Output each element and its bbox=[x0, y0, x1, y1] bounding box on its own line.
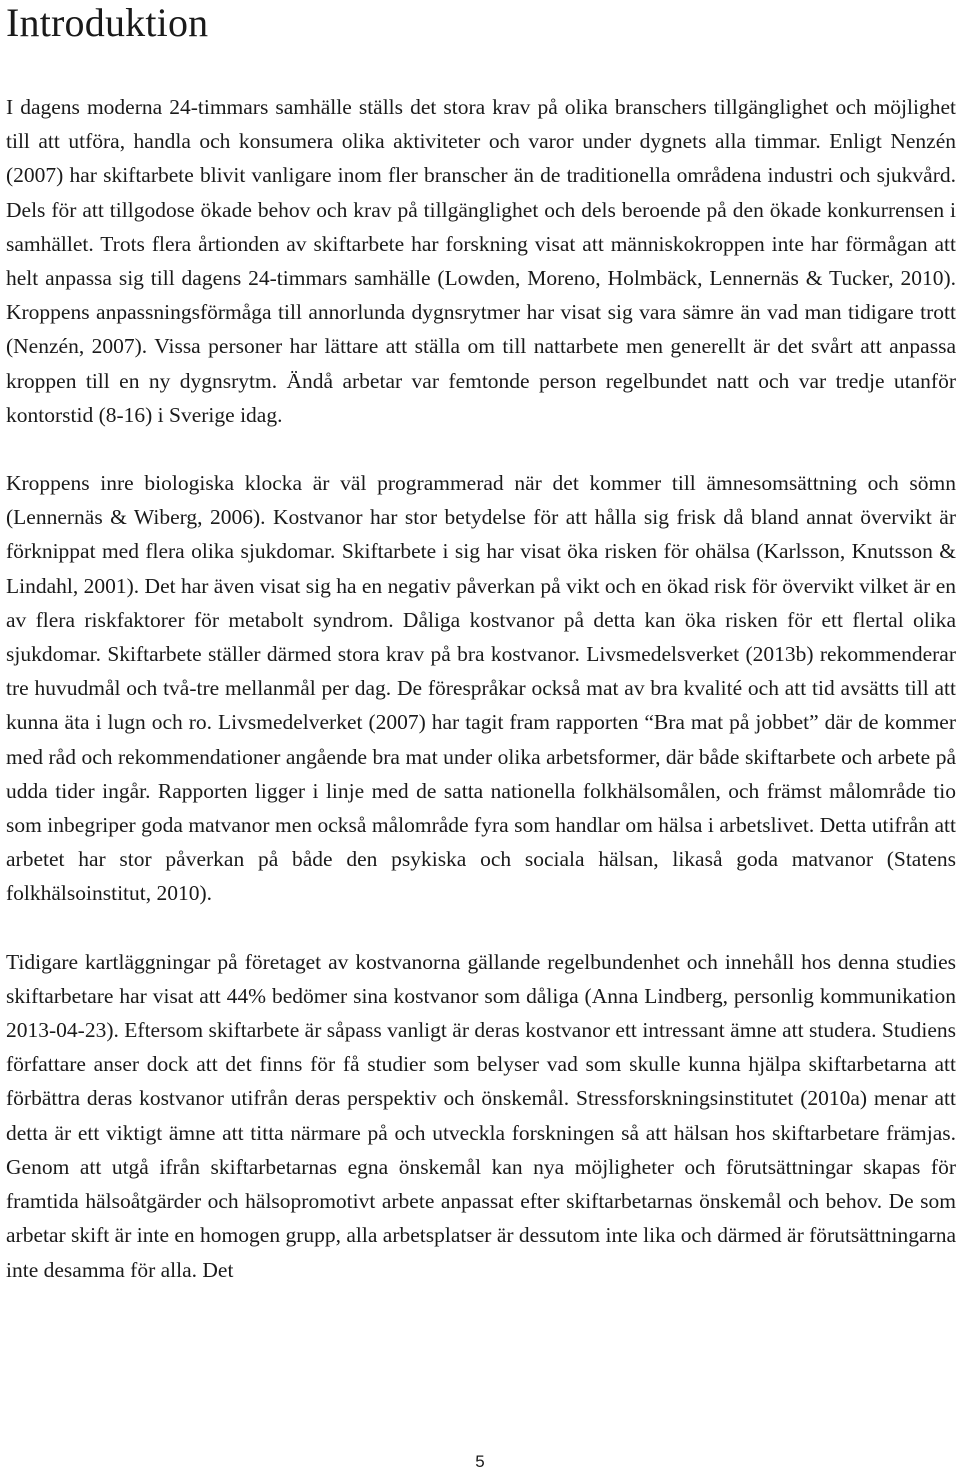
document-page bbox=[6, 0, 956, 1287]
section-heading: Introduktion bbox=[6, 0, 209, 45]
paragraph-2: Kroppens inre biologiska klocka är väl programmerad när det kommer till ämnesomsättning och sömn (Lennernäs & Wiberg, 2006). Kostvanor har stor betydelse för att hålla sig frisk då bland annat övervikt är förknippat med flera olika sjukdomar. Skiftarbete i sig har visat öka risken för ohälsa (Karlsson, Knutsson & Lindahl, 2001). Det har även visat sig ha en negativ påverkan på vikt och en ökad risk för övervikt vilket är en av flera riskfaktorer för metabolt syndrom. Dåliga kostvanor på detta kan öka risken för ett flertal olika sjukdomar. Skiftarbete ställer därmed stora krav på bra kostvanor. Livsmedelsverket (2013b) rekommenderar tre huvudmål och två-tre mellanmål per dag. De förespråkar också mat av bra kvalité och att tid avsätts till att kunna äta i lugn och ro. Livsmedelverket (2007) har tagit fram rapporten “Bra mat på jobbet” där de kommer med råd och rekommendationer angående bra mat under olika arbetsformer, där både skiftarbete och arbete på udda tider ingår. Rapporten ligger i linje med de satta nationella folkhälsomålen, och främst målområde tio som inbegriper goda matvanor men också målområde fyra som handlar om hälsa i arbetslivet. Detta utifrån att arbetet har stor påverkan på både den psykiska och sociala hälsan, likaså goda matvanor (Statens folkhälsoinstitut, 2010). bbox=[6, 471, 956, 906]
paragraph-3: Tidigare kartläggningar på företaget av kostvanorna gällande regelbundenhet och innehåll hos denna studies skiftarbetare har visat att 44% bedömer sina kostvanor som dåliga (Anna Lindberg, personlig kommunikation 2013-04-23). Eftersom skiftarbete är såpass vanligt är deras kostvanor ett intressant ämne att studera. Studiens författare anser dock att det finns för få studier som belyser vad som skulle kunna hjälpa skiftarbetarna att förbättra deras kostvanor utifrån deras perspektiv och önskemål. Stressforskningsinstitutet (2010a) menar att detta är ett viktigt ämne att titta närmare på och utveckla forskningen så att hälsan hos skiftarbetare främjas. Genom att utgå ifrån skiftarbetarnas egna önskemål kan nya möjligheter och förutsättningar skapas för framtida hälsoåtgärder och hälsopromotivt arbete anpassat efter skiftarbetarnas önskemål och behov. De som arbetar skift är inte en homogen grupp, alla arbetsplatser är dessutom inte lika och därmed är förutsättningarna inte desamma för alla. Det bbox=[6, 949, 956, 1282]
paragraph-1: I dagens moderna 24-timmars samhälle ställs det stora krav på olika branschers tillgänglighet och möjlighet till att utföra, handla och konsumera olika aktiviteter och varor under dygnets alla timmar. Enligt Nenzén (2007) har skiftarbete blivit vanligare inom fler branscher än de traditionella områdena industri och sjukvård. Dels för att tillgodose ökade behov och krav på tillgänglighet och dels beroende på den ökade konkurrensen i samhället. Trots flera årtionden av skiftarbete har forskning visat att människokroppen inte har förmågan att helt anpassa sig till dagens 24-timmars samhälle (Lowden, Moreno, Holmbäck, Lennernäs & Tucker, 2010). Kroppens anpassningsförmåga till annorlunda dygnsrytmer har visat sig vara sämre än vad man tidigare trott (Nenzén, 2007). Vissa personer har lättare att ställa om till nattarbete men generellt är det svårt att anpassa kroppen till en ny dygnsrytm. Ändå arbetar var femtonde person regelbundet natt och var tredje utanför kontorstid (8-16) i Sverige idag. bbox=[6, 95, 956, 427]
page-number: 5 bbox=[475, 1452, 485, 1471]
